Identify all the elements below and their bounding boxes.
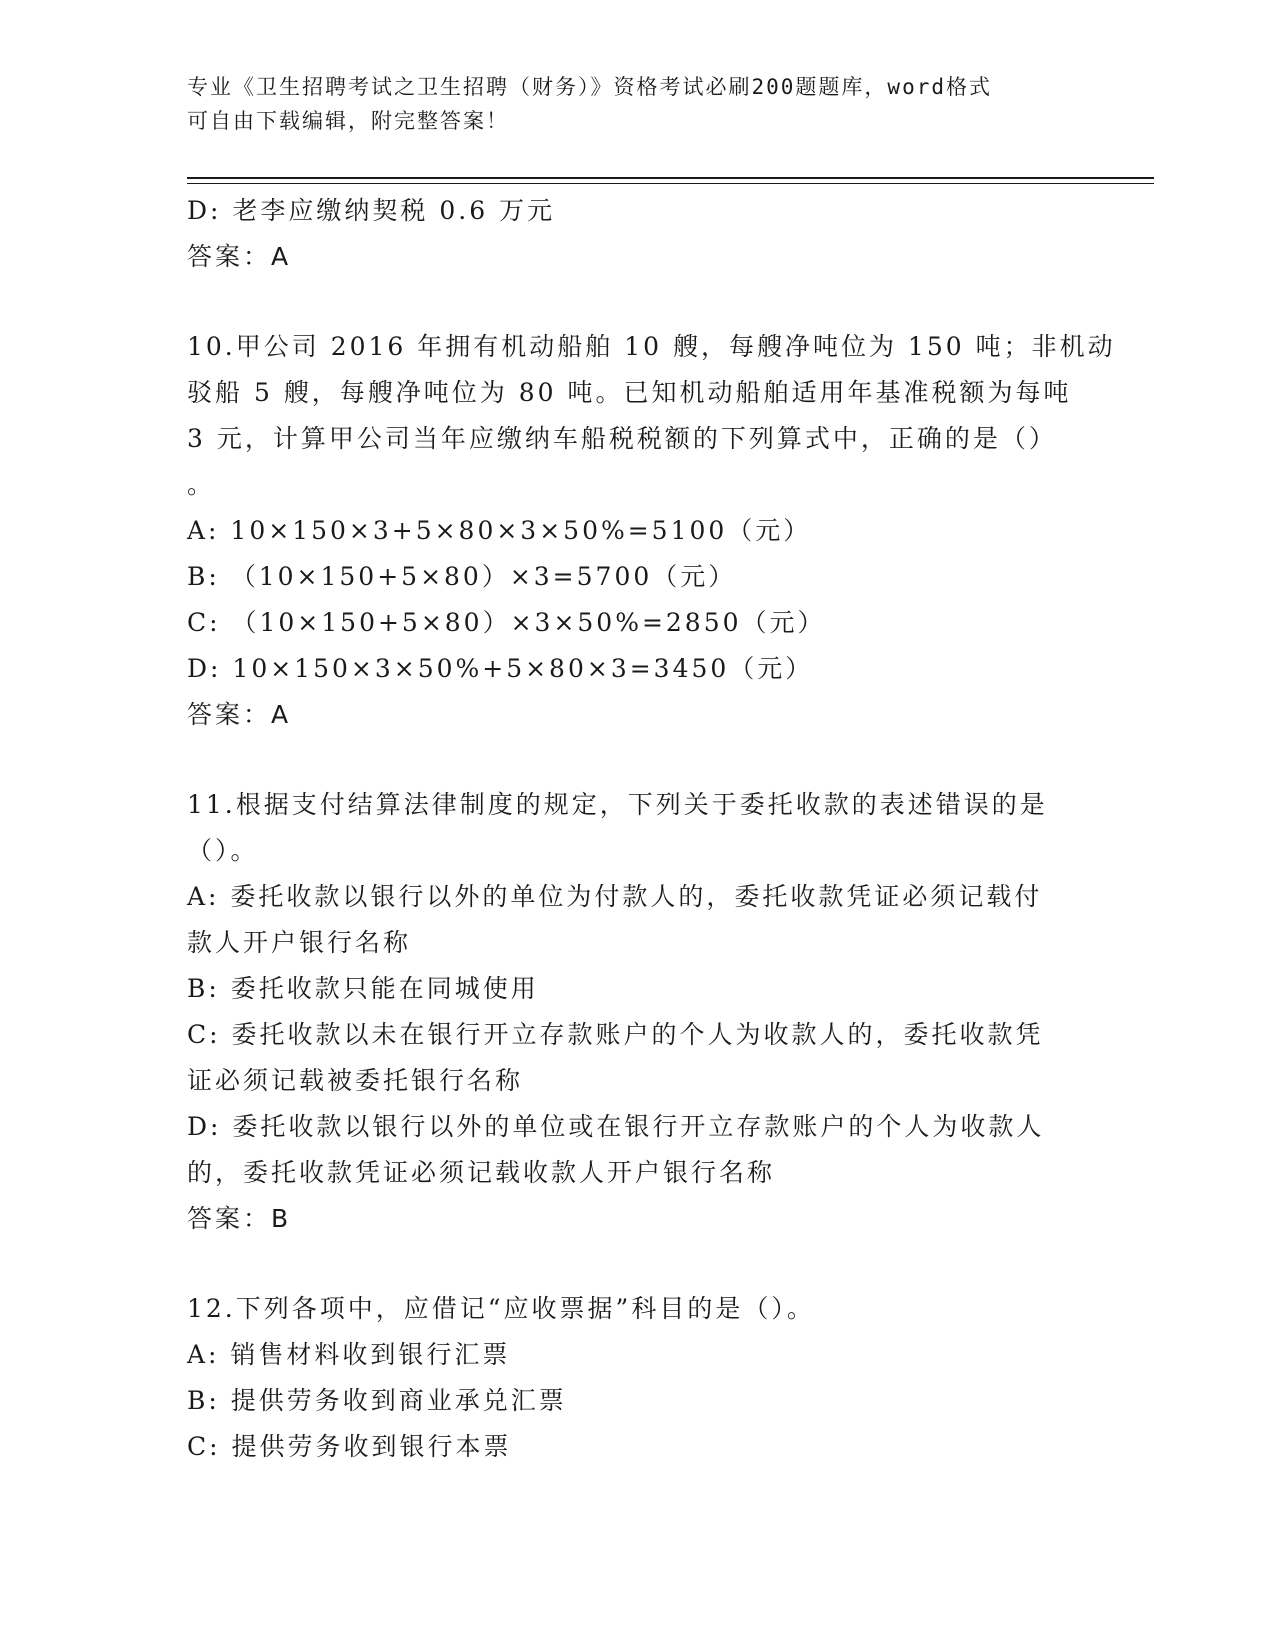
question-text-line: （）。 <box>187 836 259 865</box>
option-d: D: 老李应缴纳契税 0.6 万元 <box>187 196 556 225</box>
option-c-continued: 证必须记载被委托银行名称 <box>187 1066 524 1095</box>
option-b: B: 提供劳务收到商业承兑汇票 <box>187 1386 567 1415</box>
answer-line: 答案：A <box>187 700 292 729</box>
question-text-line: 10.甲公司 2016 年拥有机动船舶 10 艘，每艘净吨位为 150 吨；非机动 <box>187 332 1116 361</box>
option-a: A: 委托收款以银行以外的单位为付款人的，委托收款凭证必须记载付 <box>187 882 1043 911</box>
option-b: B: 委托收款只能在同城使用 <box>187 974 539 1003</box>
option-d: D: 委托收款以银行以外的单位或在银行开立存款账户的个人为收款人 <box>187 1112 1045 1141</box>
question-text-line: 。 <box>187 470 216 499</box>
option-c: C: 提供劳务收到银行本票 <box>187 1432 512 1461</box>
document-header <box>187 70 1087 138</box>
option-c: C: （10×150+5×80）×3×50%=2850（元） <box>187 608 826 637</box>
question-text-line: 3 元，计算甲公司当年应缴纳车船税税额的下列算式中，正确的是（） <box>187 424 1057 453</box>
document-body <box>187 188 1116 1470</box>
option-a: A: 10×150×3+5×80×3×50%=5100（元） <box>187 516 812 545</box>
option-a-continued: 款人开户银行名称 <box>187 928 412 957</box>
answer-line: 答案：A <box>187 242 292 271</box>
option-c: C: 委托收款以未在银行开立存款账户的个人为收款人的，委托收款凭 <box>187 1020 1044 1049</box>
header-line-2: 可自由下载编辑，附完整答案！ <box>187 109 509 133</box>
option-b: B: （10×150+5×80）×3=5700（元） <box>187 562 737 591</box>
header-line-1: 专业《卫生招聘考试之卫生招聘（财务）》资格考试必刷200题题库，word格式 <box>187 75 992 99</box>
answer-line: 答案：B <box>187 1204 292 1233</box>
option-d-continued: 的，委托收款凭证必须记载收款人开户银行名称 <box>187 1158 776 1187</box>
option-a: A: 销售材料收到银行汇票 <box>187 1340 511 1369</box>
question-text-line: 驳船 5 艘，每艘净吨位为 80 吨。已知机动船舶适用年基准税额为每吨 <box>187 378 1072 407</box>
question-12 <box>187 1286 1087 1470</box>
question-11 <box>187 782 1087 1242</box>
option-d: D: 10×150×3×50%+5×80×3=3450（元） <box>187 654 814 683</box>
prev-question-tail <box>187 188 1087 280</box>
header-rule-thin <box>187 183 1154 184</box>
question-text-line: 11.根据支付结算法律制度的规定，下列关于委托收款的表述错误的是 <box>187 790 1048 819</box>
question-10 <box>187 324 1116 738</box>
question-text-line: 12.下列各项中，应借记“应收票据”科目的是（）。 <box>187 1294 815 1323</box>
header-rule-thick <box>187 177 1154 179</box>
